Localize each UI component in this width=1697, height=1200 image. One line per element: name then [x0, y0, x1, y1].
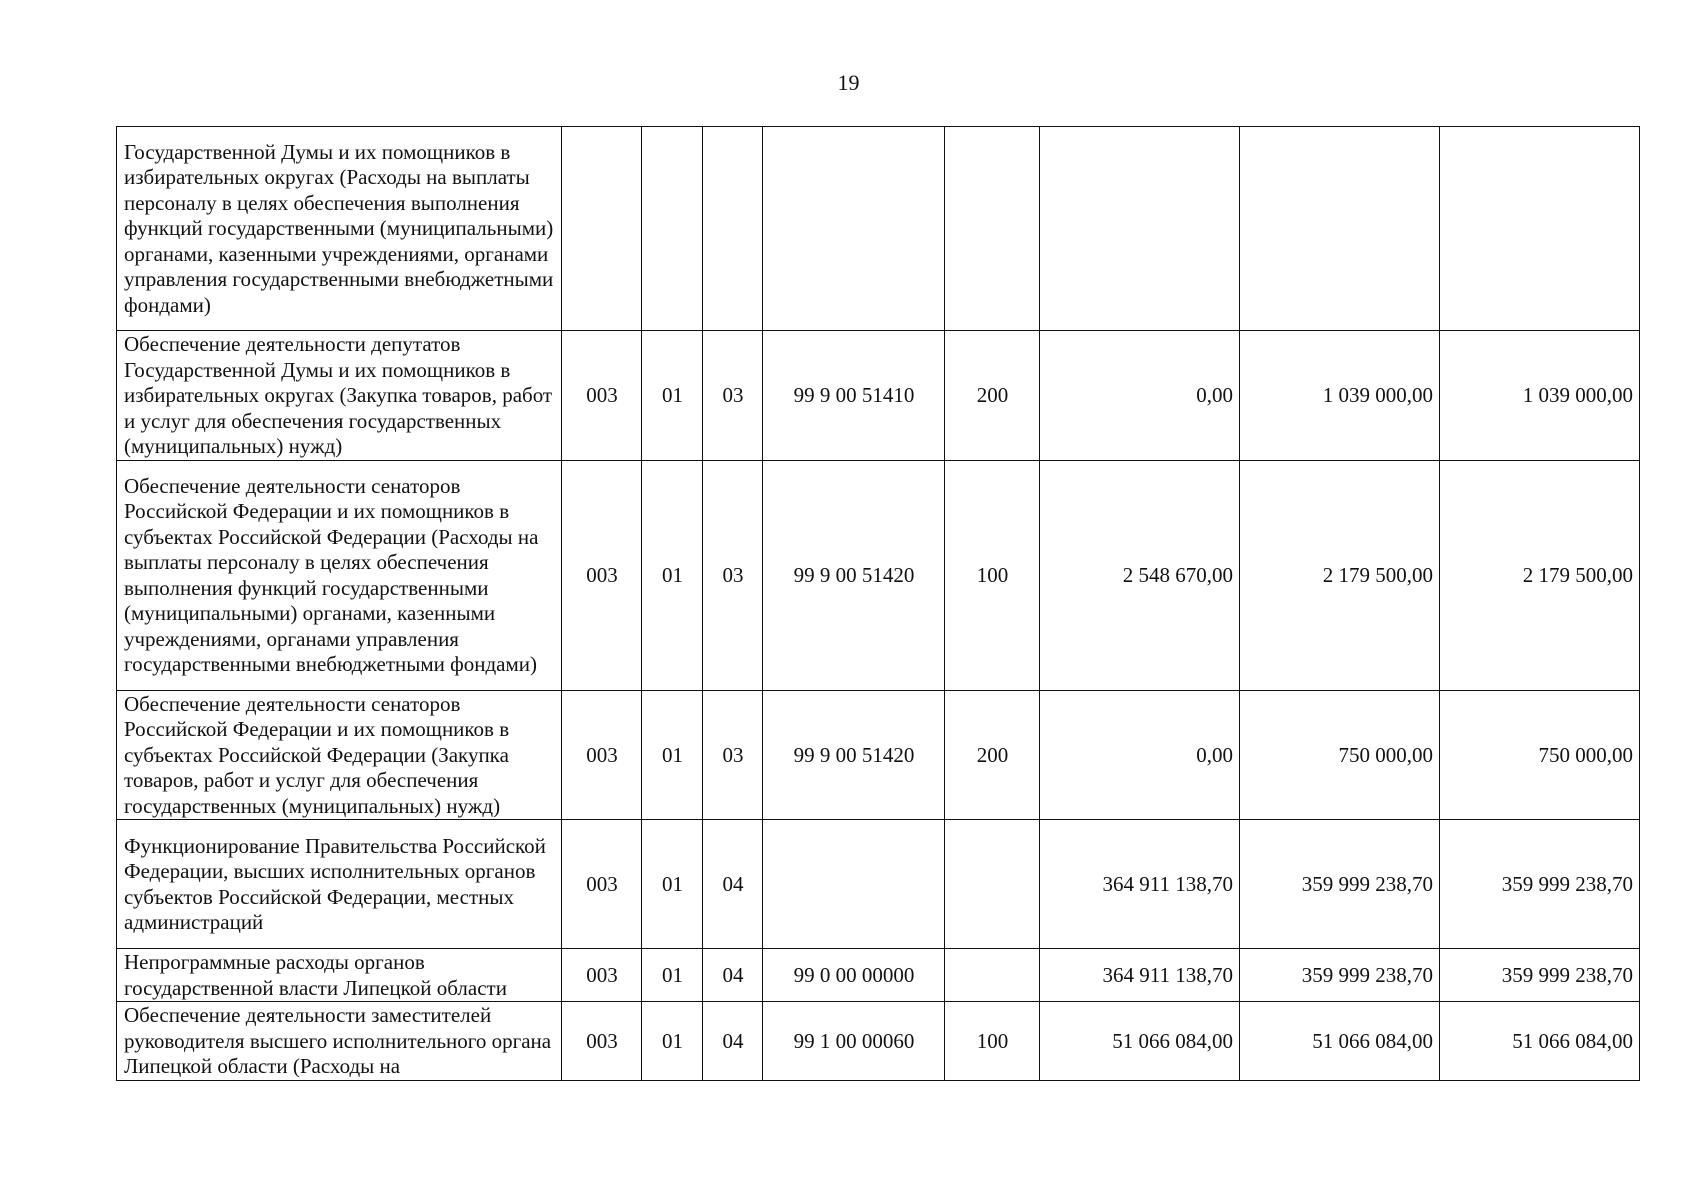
amount-cell-3: 1 039 000,00 [1440, 331, 1640, 461]
amount-cell-1: 364 911 138,70 [1040, 820, 1240, 949]
expense-name-cell: Функционирование Правительства Российской Федерации, высших исполнительных органов субъектов Российской Федерации, местных администраций [117, 820, 562, 949]
table-row [117, 460, 1640, 690]
amount-cell-1 [1040, 127, 1240, 331]
amount-cell-1: 0,00 [1040, 331, 1240, 461]
amount-cell-2: 1 039 000,00 [1240, 331, 1440, 461]
expense-type-cell: 200 [945, 690, 1040, 820]
amount-cell-1: 51 066 084,00 [1040, 1002, 1240, 1081]
budget-table [116, 126, 1640, 1081]
table-row [117, 690, 1640, 820]
ved-code-cell: 003 [562, 460, 642, 690]
amount-cell-3: 2 179 500,00 [1440, 460, 1640, 690]
section-code-cell: 01 [642, 460, 703, 690]
expense-name-cell: Обеспечение деятельности сенаторов Российской Федерации и их помощников в субъектах Российской Федерации (Расходы на выплаты персоналу в целях обеспечения выполнения функций государственными (муниципальными) органами, казенными учреждениями, органами управления государственными внебюджетными фондами) [117, 460, 562, 690]
subsection-code-cell: 03 [703, 460, 763, 690]
ved-code-cell: 003 [562, 331, 642, 461]
target-article-cell: 99 0 00 00000 [763, 949, 945, 1002]
ved-code-cell: 003 [562, 949, 642, 1002]
amount-cell-1: 2 548 670,00 [1040, 460, 1240, 690]
expense-type-cell [945, 820, 1040, 949]
target-article-cell [763, 820, 945, 949]
expense-type-cell: 100 [945, 1002, 1040, 1081]
ved-code-cell: 003 [562, 1002, 642, 1081]
section-code-cell: 01 [642, 690, 703, 820]
expense-type-cell [945, 127, 1040, 331]
ved-code-cell: 003 [562, 690, 642, 820]
page-number: 19 [837, 70, 860, 95]
amount-cell-2: 750 000,00 [1240, 690, 1440, 820]
table-row [117, 331, 1640, 461]
section-code-cell: 01 [642, 949, 703, 1002]
expense-name-cell: Обеспечение деятельности заместителей руководителя высшего исполнительного органа Липецкой области (Расходы на [117, 1002, 562, 1081]
amount-cell-2: 359 999 238,70 [1240, 820, 1440, 949]
amount-cell-3: 750 000,00 [1440, 690, 1640, 820]
subsection-code-cell: 03 [703, 331, 763, 461]
expense-name-cell: Государственной Думы и их помощников в избирательных округах (Расходы на выплаты персоналу в целях обеспечения выполнения функций государственными (муниципальными) органами, казенными учреждениями, органами управления государственными внебюджетными фондами) [117, 127, 562, 331]
subsection-code-cell [703, 127, 763, 331]
amount-cell-2: 359 999 238,70 [1240, 949, 1440, 1002]
section-code-cell: 01 [642, 820, 703, 949]
section-code-cell: 01 [642, 1002, 703, 1081]
expense-type-cell: 200 [945, 331, 1040, 461]
amount-cell-2: 51 066 084,00 [1240, 1002, 1440, 1081]
table-row [117, 127, 1640, 331]
table-row [117, 1002, 1640, 1081]
amount-cell-2: 2 179 500,00 [1240, 460, 1440, 690]
ved-code-cell: 003 [562, 820, 642, 949]
expense-name-cell: Обеспечение деятельности депутатов Государственной Думы и их помощников в избирательных округах (Закупка товаров, работ и услуг для обеспечения государственных (муниципальных) нужд) [117, 331, 562, 461]
amount-cell-1: 0,00 [1040, 690, 1240, 820]
target-article-cell [763, 127, 945, 331]
table-row [117, 820, 1640, 949]
amount-cell-2 [1240, 127, 1440, 331]
subsection-code-cell: 04 [703, 820, 763, 949]
ved-code-cell [562, 127, 642, 331]
amount-cell-3: 51 066 084,00 [1440, 1002, 1640, 1081]
amount-cell-1: 364 911 138,70 [1040, 949, 1240, 1002]
table-row [117, 949, 1640, 1002]
target-article-cell: 99 1 00 00060 [763, 1002, 945, 1081]
target-article-cell: 99 9 00 51420 [763, 690, 945, 820]
expense-type-cell: 100 [945, 460, 1040, 690]
subsection-code-cell: 04 [703, 949, 763, 1002]
subsection-code-cell: 03 [703, 690, 763, 820]
section-code-cell: 01 [642, 331, 703, 461]
amount-cell-3: 359 999 238,70 [1440, 820, 1640, 949]
amount-cell-3 [1440, 127, 1640, 331]
section-code-cell [642, 127, 703, 331]
expense-type-cell [945, 949, 1040, 1002]
target-article-cell: 99 9 00 51420 [763, 460, 945, 690]
amount-cell-3: 359 999 238,70 [1440, 949, 1640, 1002]
subsection-code-cell: 04 [703, 1002, 763, 1081]
expense-name-cell: Обеспечение деятельности сенаторов Российской Федерации и их помощников в субъектах Российской Федерации (Закупка товаров, работ и услуг для обеспечения государственных (муниципальных) нужд) [117, 690, 562, 820]
expense-name-cell: Непрограммные расходы органов государственной власти Липецкой области [117, 949, 562, 1002]
target-article-cell: 99 9 00 51410 [763, 331, 945, 461]
